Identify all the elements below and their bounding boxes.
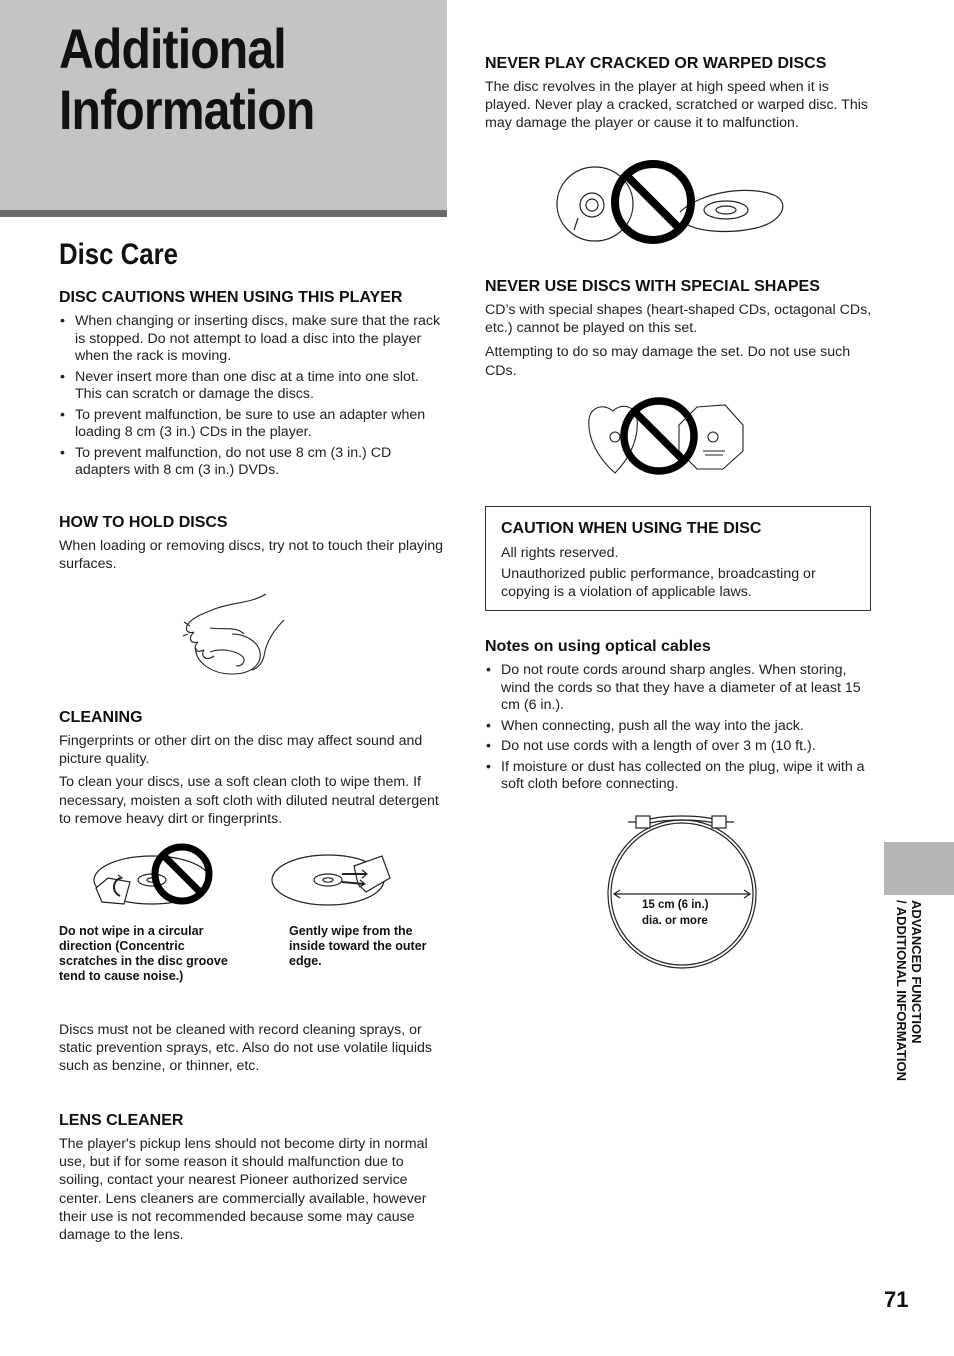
radial-wipe-illustration: [270, 850, 395, 910]
caution-box-heading: CAUTION WHEN USING THE DISC: [501, 520, 762, 537]
list-item: • To prevent malfunction, be sure to use an adapter when loading 8 cm (3 in.) CDs in the player.: [59, 407, 444, 442]
special-shapes-text-2: Attempting to do so may damage the set. Do not use such CDs.: [485, 344, 851, 379]
page-number: 71: [884, 1287, 909, 1312]
optical-cables-heading: Notes on using optical cables: [485, 638, 711, 655]
cleaning-text-1: Fingerprints or other dirt on the disc may affect sound and picture quality.: [59, 733, 423, 768]
optical-cables-list: [485, 662, 875, 794]
caption-right-wipe: Gently wipe from the inside toward the outer edge.: [289, 924, 427, 968]
title-divider: [0, 210, 447, 217]
section-title-disc-care: Disc Care: [59, 238, 179, 271]
list-item: • Do not route cords around sharp angles. When storing, wind the cords so that they have a diameter of at least 15 cm (6 in.).: [485, 662, 875, 715]
cable-diameter-line2: dia. or more: [642, 915, 708, 927]
page-title: [59, 18, 386, 140]
list-item: • Do not use cords with a length of over 3 m (10 ft.).: [485, 738, 875, 756]
prohibition-icon: [615, 164, 691, 240]
cable-diameter-label: [642, 897, 742, 929]
list-item: • Never insert more than one disc at a time into one slot. This can scratch or damage the discs.: [59, 369, 444, 404]
side-tab-text: [884, 900, 928, 1110]
special-shape-disc-illustration: [585, 395, 750, 480]
cleaning-heading: CLEANING: [59, 709, 143, 726]
prohibition-icon: [624, 401, 694, 471]
circular-wipe-illustration: [90, 842, 225, 912]
cracked-warped-disc-illustration: [550, 158, 790, 248]
caption-wrong-wipe: Do not wipe in a circular direction (Concentric scratches in the disc groove tend to cause noise.): [59, 924, 228, 983]
list-item: • When connecting, push all the way into the jack.: [485, 718, 875, 736]
lens-cleaner-text: The player's pickup lens should not become dirty in normal use, but if for some reason it should malfunction due to soiling, contact your nearest Pioneer authorized service center. Lens cleaners are commercially available, however their use is not recommended because some may cause damage to the lens.: [59, 1136, 428, 1244]
special-shapes-text-1: CD’s with special shapes (heart-shaped CDs, octagonal CDs, etc.) cannot be played on this set.: [485, 302, 872, 337]
list-item: • If moisture or dust has collected on the plug, wipe it with a soft cloth before connecting.: [485, 759, 875, 794]
page-title-line2: Information: [59, 78, 315, 141]
special-shapes-heading: NEVER USE DISCS WITH SPECIAL SHAPES: [485, 278, 820, 295]
hold-discs-section: [59, 514, 444, 573]
cracked-discs-heading: NEVER PLAY CRACKED OR WARPED DISCS: [485, 55, 827, 72]
disc-cautions-list: [59, 313, 444, 480]
cable-diameter-line1: 15 cm (6 in.): [642, 899, 709, 911]
cleaning-section: [59, 709, 444, 828]
list-item: • To prevent malfunction, do not use 8 cm (3 in.) CD adapters with 8 cm (3 in.) DVDs.: [59, 445, 444, 480]
special-shapes-section: [485, 278, 875, 380]
side-tab-line2: / ADDITIONAL INFORMATION: [894, 900, 909, 1082]
caution-box-text-2: Unauthorized public performance, broadcasting or copying is a violation of applicable laws.: [501, 566, 816, 601]
cable-coil-diagram: [600, 808, 765, 973]
disc-cautions-section: [59, 289, 444, 483]
caution-box-text-1: All rights reserved.: [501, 545, 619, 561]
page-title-line1: Additional: [59, 17, 286, 80]
disc-cautions-heading: DISC CAUTIONS WHEN USING THIS PLAYER: [59, 289, 403, 306]
hand-holding-disc-illustration: [180, 590, 290, 685]
lens-cleaner-heading: LENS CLEANER: [59, 1112, 184, 1129]
side-tab-marker: [884, 842, 954, 895]
hold-discs-heading: HOW TO HOLD DISCS: [59, 514, 228, 531]
hold-discs-text: When loading or removing discs, try not to touch their playing surfaces.: [59, 538, 444, 573]
lens-cleaner-section: [59, 1112, 447, 1244]
cleaning-text-2: To clean your discs, use a soft clean cloth to wipe them. If necessary, moisten a soft cloth with diluted neutral detergent to remove heavy dirt or fingerprints.: [59, 774, 439, 827]
side-tab-line1: ADVANCED FUNCTION: [909, 900, 924, 1044]
cleaning-text-3: Discs must not be cleaned with record cleaning sprays, or static prevention sprays, etc. Also do not use volatile liquids such as benzine, or thinner, etc.: [59, 1022, 433, 1075]
optical-cables-section: [485, 638, 875, 797]
cracked-discs-text: The disc revolves in the player at high speed when it is played. Never play a cracked, scratched or warped disc. This may damage the player or cause it to malfunction.: [485, 79, 868, 132]
cracked-discs-section: [485, 55, 875, 133]
prohibition-icon: [155, 847, 209, 901]
list-item: • When changing or inserting discs, make sure that the rack is stopped. Do not attempt to load a disc into the player when the rack is moving.: [59, 313, 444, 366]
caution-box: [485, 506, 871, 611]
